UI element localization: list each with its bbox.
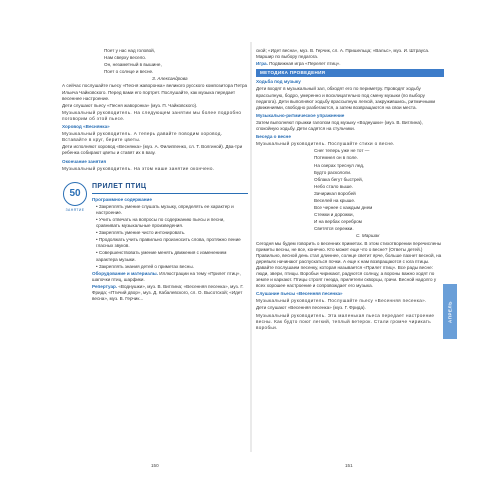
poem-line: Светятся сережки.	[314, 226, 354, 232]
lark-poem	[62, 48, 248, 82]
month-label: АПРЕЛЬ	[447, 300, 453, 323]
poem-author: З. Александрова	[152, 76, 188, 82]
game-text: Подвижная игра «Перелет птиц».	[267, 61, 341, 67]
poem-line: Зачирикал воробей	[314, 190, 356, 196]
lesson-title: ПРИЛЕТ ПТИЦ	[92, 182, 248, 194]
poem-line: Он, незаметный в вышине,	[104, 62, 162, 68]
right-page	[256, 48, 444, 448]
bullet-item: • Учить отвечать на вопросы по содержанию пьесы и песни, сравнивать музыкальные произведения.	[96, 216, 225, 229]
paragraph: ской; «Идет весна», муз. В. Герчик, сл. А. Пришельца; «Вальс», муз. И. Штрауса. Маршир по выбору педагога.	[256, 48, 430, 60]
poem-author: С. Маршак	[356, 233, 380, 239]
poem-line: Веселей на крыше.	[314, 197, 356, 203]
section-heading: Слушание пьесы «Весенняя песенка»	[256, 291, 343, 297]
paragraph: Дети слушают пьесу «Песня жаворонка» (муз. П. Чайковского).	[62, 102, 198, 108]
paragraph: Музыкальный руководитель. На этом наше занятие окончено.	[62, 165, 215, 171]
section-heading: Ходьба под музыку	[256, 79, 301, 85]
lesson-body	[88, 182, 248, 304]
method-header: МЕТОДИКА ПРОВЕДЕНИЯ	[256, 69, 444, 77]
equipment-paragraph	[92, 271, 248, 283]
repertoire-paragraph	[92, 284, 248, 302]
lesson-badge	[62, 182, 88, 213]
section-heading: Окончание занятия	[62, 158, 107, 164]
poem-line: Облака бегут быстрей,	[314, 176, 363, 182]
poem-line: Небо стало выше.	[314, 183, 354, 189]
bullet-item: • Продолжать учить правильно произносить слова, протяжно пение гласных звуков.	[96, 237, 241, 249]
poem-line: На озерах треснул лед,	[314, 162, 365, 168]
paragraph: Затем выполняют прыжки галопом под музыку «Воднушки» (муз. В. Витлина), спокойную ходьбу. Дети садятся на стульчики.	[256, 119, 423, 132]
game-heading: Игра.	[256, 61, 268, 67]
poem-line: Поет у нас над головой,	[104, 48, 156, 53]
lesson-block	[62, 182, 248, 304]
equipment-heading: Оборудование и материалы.	[92, 270, 158, 276]
poem-line: Стежки и дорожки,	[314, 212, 354, 218]
paragraph: Музыкальный руководитель. Послушайте стихи о весне.	[256, 141, 395, 147]
section-heading: Музыкально-ритмическое упражнение	[256, 112, 345, 118]
game-paragraph	[256, 61, 444, 67]
section-heading: Беседа о весне	[256, 134, 291, 140]
lesson-number: 50	[63, 182, 87, 206]
paragraph: Музыкальный руководитель. Эта маленькая пьеса передает настроение весны. Как будто поют легкий, теплый ветерок. Стали громче чирикать воробьи.	[256, 312, 435, 330]
poem-line: Снег теперь уже не тот —	[314, 148, 370, 154]
poem-line: Потемнел он в поле.	[314, 155, 358, 161]
section-heading: Хоровод «Веснянка»	[62, 124, 110, 130]
poem-line: Будто раскололи.	[314, 169, 352, 175]
paragraph: Музыкальный руководитель. Послушайте пьесу «Весенняя песенка».	[256, 298, 427, 304]
paragraph: Сегодня мы будем говорить о весенних приметах. В этом стихотворении перечислены приметы весны, не все, конечно. Кто может еще что о весне? (Ответы детей.) Правильно, весной день стал длиннее, солнце светит ярче, больше пахнет весной, на деревьях начинают распускаться почки. А еще к нам возвращаются с юга птицы. Давайте послушаем песенку, которая называется «Прилет птиц». Все рады весне: люди, звери, птицы. Воробьи чирикают, радуются солнцу, а вороны важно ходят по земле и каркают. Птицы строят гнезда, прилетели скворцы, грачи. Весной надолго у всех хорошее настроение и сопровождает его музыка.	[256, 240, 442, 289]
book-gutter	[250, 42, 252, 452]
repertoire-heading: Репертуар.	[92, 283, 118, 289]
poem-line: Поет о солнце и весне.	[104, 69, 154, 75]
equipment-text: Иллюстрации на тему «Прилет птиц», шапочки птиц, шарфики.	[92, 270, 241, 282]
paragraph: А сейчас послушайте пьесу «Песня жаворонка» великого русского композитора Петра Ильича Чайковского. Перед вами его портрет. Послушайте, как музыка передает весеннее настроение.	[62, 83, 248, 101]
poem-line: Все чернее с каждым днем	[314, 205, 373, 211]
paragraph: Дети входят в музыкальный зал, обходят его по периметру. Проводят ходьбу врассыпную, бодро, умеренно и восклицательно под смену музыки (по выбору педагога). Дети выполняют ходьбу врассыпную легкой, закружившись, ритмичными движениями, свободно разбегаются, а затем возвращаются на свои места.	[256, 86, 436, 110]
paragraph: Дети исполняют хоровод «Веснянка» (муз. А. Филиппенко, сл. Т. Волгиной). Два-три ребенка собирают цветы и ставят их в вазу.	[62, 144, 243, 156]
bullet-item: • Закреплять умение чисто интонировать.	[96, 230, 186, 236]
poem-line: Нам сверху весело.	[104, 55, 147, 61]
month-side-tab	[443, 284, 457, 339]
spring-poem	[256, 148, 444, 239]
paragraph: Дети слушают «Весенняя песенка» (муз. Г. Фрида).	[256, 305, 366, 311]
left-page	[62, 48, 248, 448]
section-heading: Программное содержание	[92, 196, 152, 202]
paragraph: Музыкальный руководитель. А теперь давайте поводим хоровод. Вставайте в круг, берите цветы.	[62, 131, 223, 143]
bullet-item: • Закреплять умение слушать музыку, определять ее характер и настроение.	[96, 203, 234, 215]
bullet-item: • Совершенствовать умение менять движения с изменением характера музыки.	[96, 250, 227, 262]
lesson-caption: ЗАНЯТИЕ	[65, 207, 85, 212]
paragraph: Музыкальный руководитель. На следующем занятии мы более подробно поговорим об этой пьесе.	[62, 109, 242, 121]
page-number-left: 150	[151, 463, 159, 468]
repertoire-text: «Воднушки», муз. В. Витлина; «Весенняя песенка», муз. Г. Фрида; «Птичий двор», муз. Д. Кабалевского, сл. О. Высотской; «Идет весна», муз. В. Герчик...	[92, 283, 244, 302]
page-number-right: 151	[345, 463, 353, 468]
bullet-item: • Закреплять знания детей о приметах весны.	[96, 263, 194, 269]
poem-line: И на вербах серебром	[314, 219, 362, 225]
